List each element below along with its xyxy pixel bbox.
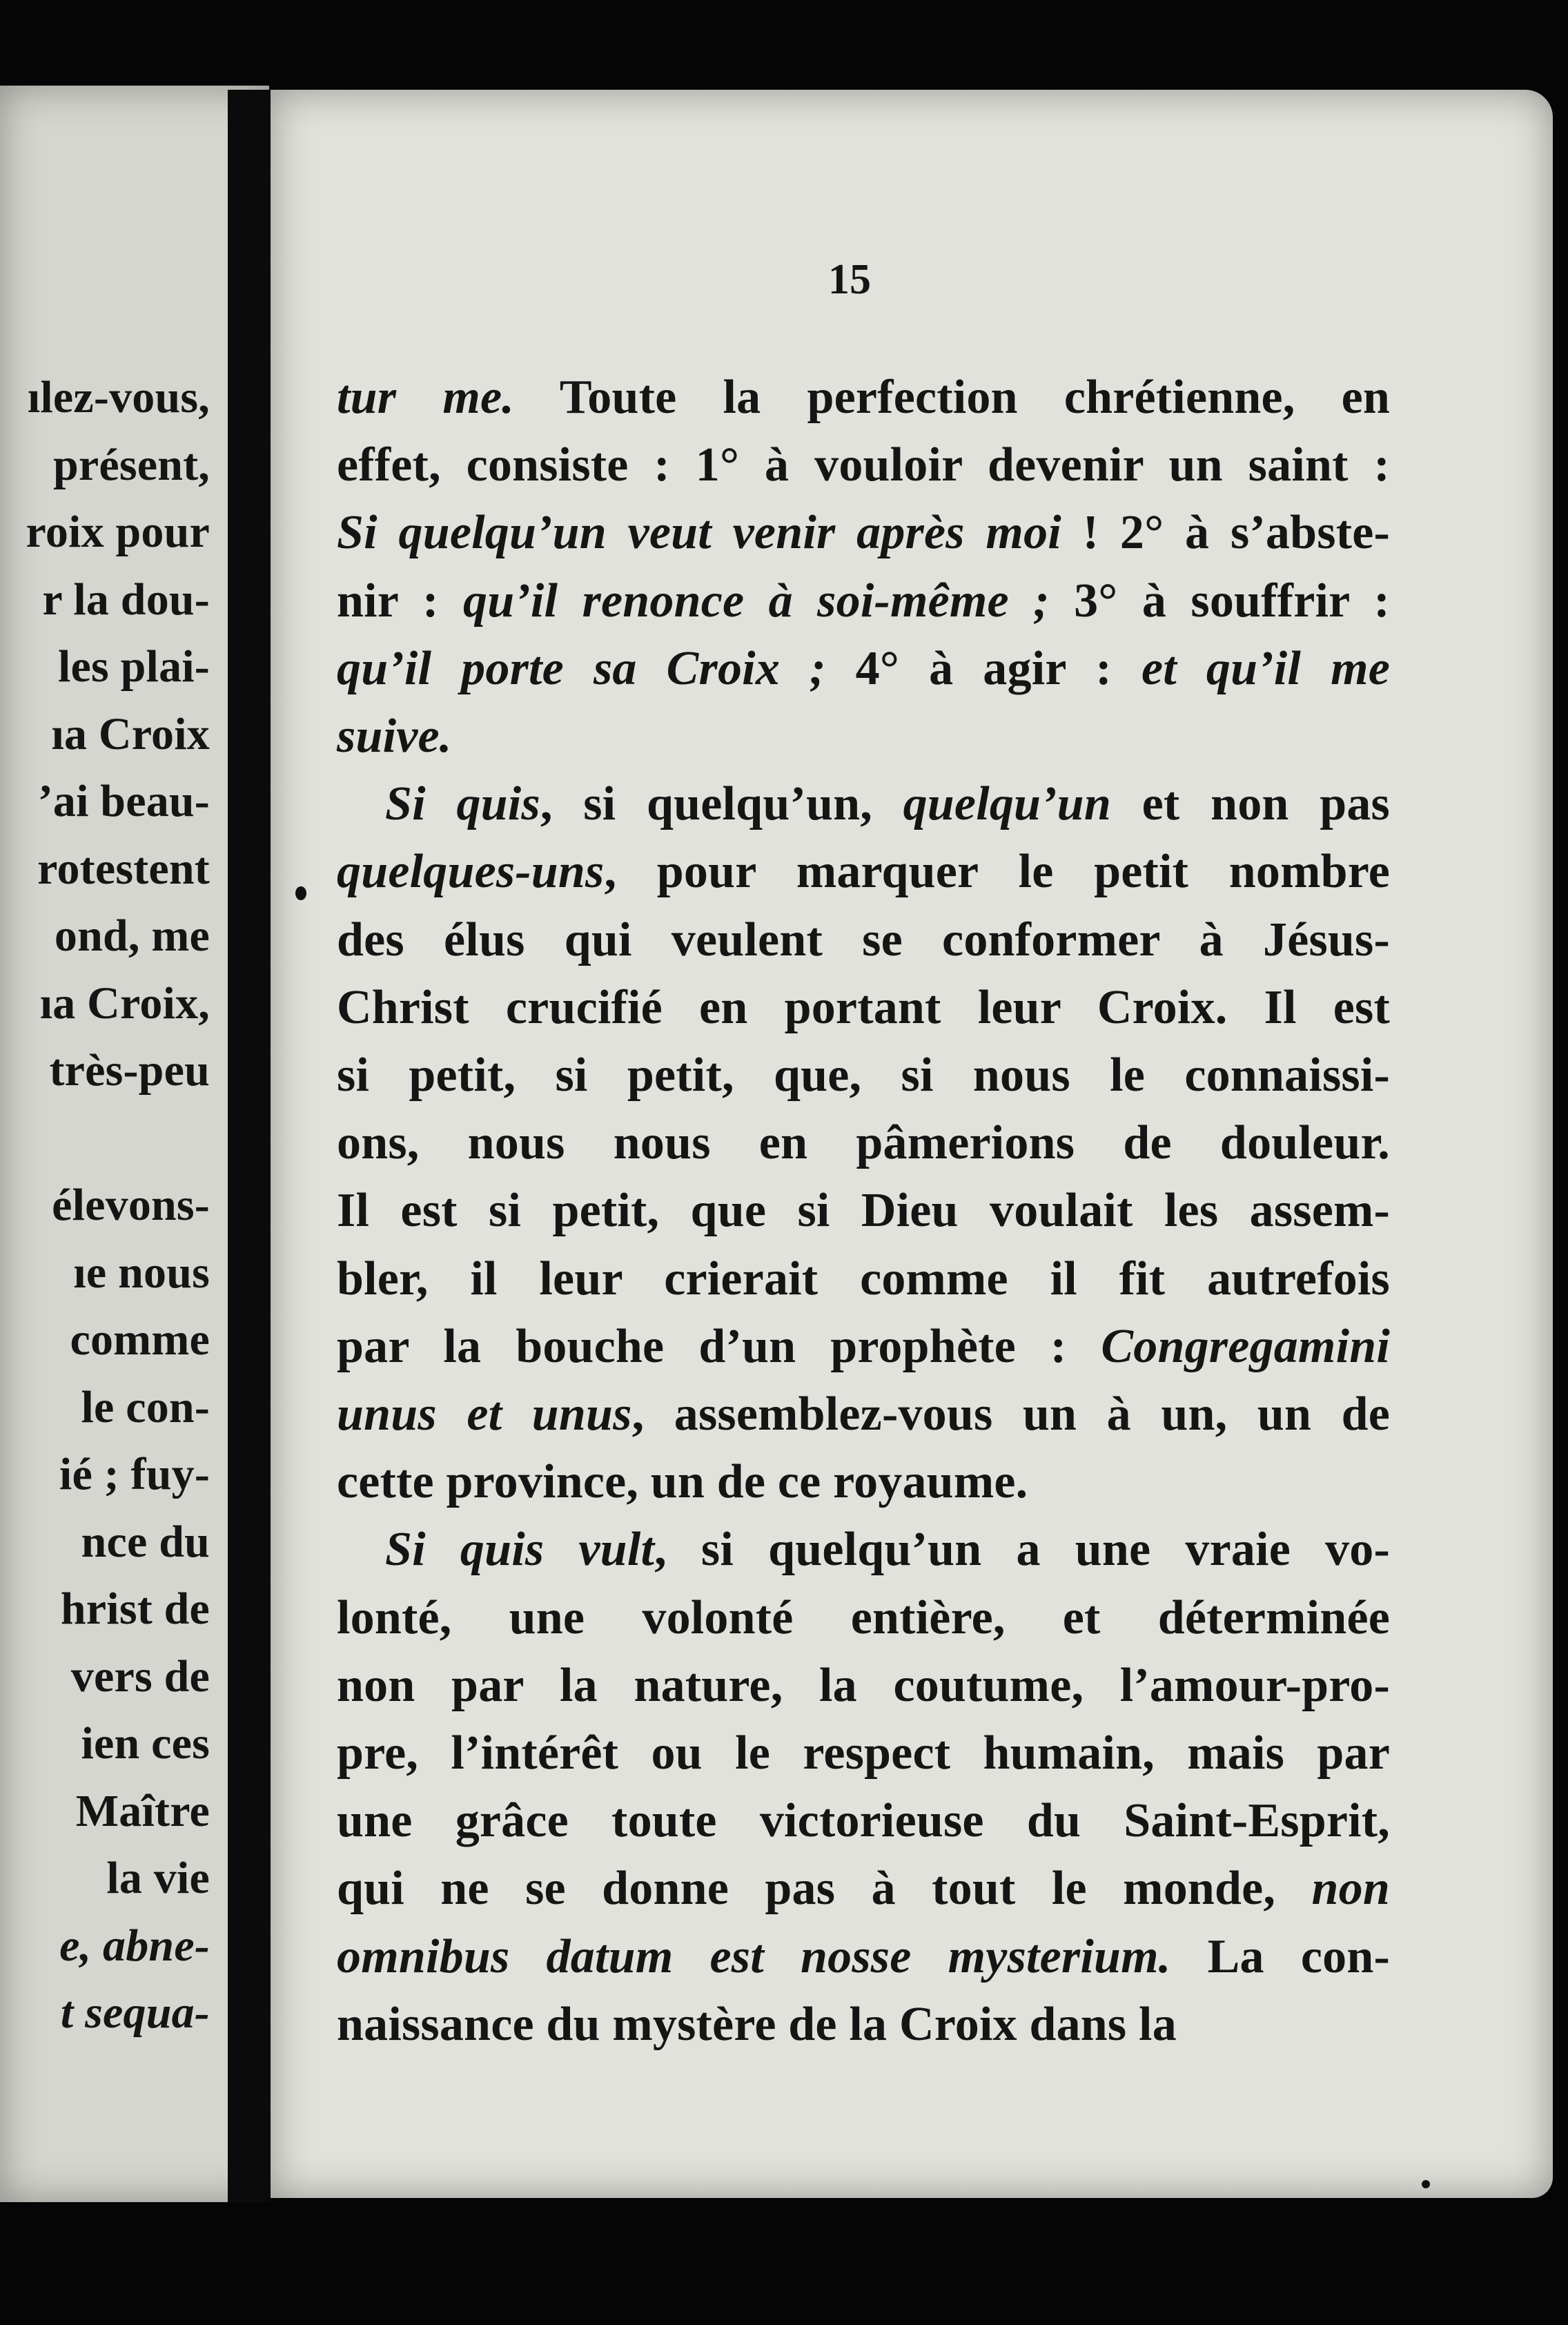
left_page-line	[106, 1845, 210, 1911]
text-run: 3° à souffrir :	[1049, 574, 1390, 628]
left_page-line	[73, 1240, 210, 1306]
text-run: qu’il porte sa Croix ;	[337, 641, 826, 695]
text-run: qui ne se donne pas à tout le monde,	[337, 1862, 1312, 1916]
text-run: 4° à agir :	[825, 641, 1141, 695]
right_page-line	[337, 975, 1390, 1041]
right_page-line	[385, 771, 1390, 837]
left_page-line	[49, 1038, 210, 1104]
text-run: , assemblez-vous un à un, un de	[631, 1388, 1390, 1441]
right_page-line	[337, 1856, 1390, 1922]
left_page-line	[55, 903, 210, 969]
text-run: très-peu	[49, 1045, 210, 1096]
left_page-line	[70, 1307, 210, 1373]
text-run: ons, nous nous en pâmerions de douleur.	[337, 1116, 1390, 1170]
right_page-line	[337, 1178, 1390, 1244]
left_page-line	[81, 1509, 210, 1575]
text-run: e, abne-	[59, 1920, 210, 1971]
text-run: comme	[70, 1314, 210, 1365]
text-run: naissance du mystère de la Croix dans la	[337, 1997, 1177, 2051]
text-run: Maître	[75, 1785, 210, 1836]
left_page-line	[37, 836, 210, 902]
right_page-line	[337, 364, 1390, 431]
text-run: et non pas	[1110, 777, 1390, 831]
text-run: effet, consiste : 1° à vouloir devenir un saint :	[337, 438, 1390, 492]
text-run: roix pour	[26, 507, 210, 557]
right_page-line	[337, 432, 1390, 498]
text-run: Toute la perfection chrétienne, en	[513, 371, 1390, 424]
right_page-line	[337, 1110, 1390, 1176]
text-run: non	[1311, 1862, 1390, 1916]
text-run: ond, me	[54, 911, 210, 961]
text-run: hrist de	[60, 1584, 210, 1634]
right_page-line	[337, 568, 1390, 634]
text-run: suive.	[337, 710, 452, 763]
left_page-line	[38, 768, 210, 835]
text-run: ié ; fuy-	[59, 1449, 210, 1499]
right_page-line	[385, 1517, 1390, 1583]
left_page-line	[26, 499, 210, 565]
text-run: élevons-	[52, 1180, 210, 1230]
right_page-line	[337, 1314, 1390, 1380]
right_page-line	[337, 1246, 1390, 1312]
text-run: quelqu’un	[903, 777, 1111, 831]
text-run: , pour marquer le petit nombre	[604, 845, 1390, 899]
text-run: , si quelqu’un,	[540, 777, 903, 831]
left_page-line	[40, 971, 210, 1037]
ink-speck	[295, 886, 306, 900]
text-run: t sequa-	[60, 1987, 210, 2038]
text-run: ıa Croix,	[39, 977, 210, 1029]
text-run: non par la nature, la coutume, l’amour-pro-	[337, 1658, 1390, 1712]
left_page-line	[71, 1644, 210, 1710]
text-run: Congregamini	[1101, 1319, 1390, 1373]
left_page-line	[61, 1980, 210, 2046]
text-run: Si quis	[385, 777, 540, 831]
text-run: , si quelqu’un a une vraie vo-	[654, 1523, 1391, 1577]
left_page-line	[28, 364, 210, 431]
left_page-line	[52, 1172, 210, 1238]
text-run: Si quelqu’un veut venir après moi	[337, 506, 1061, 560]
text-run: une grâce toute victorieuse du Saint-Esprit,	[337, 1794, 1390, 1848]
left_page-line	[81, 1374, 210, 1441]
left_page-line	[53, 432, 210, 498]
text-run: Il est si petit, que si Dieu voulait les assem-	[337, 1184, 1390, 1238]
text-run: ’ai beau-	[37, 776, 210, 826]
right_page-line	[337, 1924, 1390, 1990]
text-run: par la bouche d’un prophète :	[337, 1319, 1101, 1373]
right_page-line	[337, 839, 1390, 905]
text-run: ıa Croix	[51, 708, 210, 759]
right_page-line	[337, 703, 1390, 770]
left_page-line	[81, 1711, 210, 1777]
page-number: 15	[828, 256, 871, 303]
text-run: tur me.	[337, 371, 514, 424]
text-run: ien ces	[81, 1718, 210, 1769]
text-run: Christ crucifié en portant leur Croix. Il est	[337, 980, 1390, 1034]
text-run: cette province, un de ce royaume.	[337, 1455, 1028, 1509]
text-run: Si quis vult	[385, 1523, 655, 1577]
text-run: unus et unus	[337, 1388, 632, 1441]
text-run: ! 2° à s’abste-	[1061, 506, 1390, 560]
text-run: bler, il leur crierait comme il fit autrefois	[337, 1252, 1390, 1305]
right_page-line	[337, 1653, 1390, 1719]
left_page-line	[76, 1778, 210, 1845]
right_page-line	[337, 907, 1390, 973]
left_page-line	[51, 701, 210, 768]
right_page-line	[337, 1992, 1390, 2058]
right_page-line	[337, 1585, 1390, 1651]
text-run: qu’il renonce à soi-même ;	[463, 574, 1050, 628]
right_page-line	[337, 500, 1390, 566]
text-run: pre, l’intérêt ou le respect humain, mais par	[337, 1726, 1390, 1780]
right_page-line	[337, 1381, 1390, 1448]
text-run: et qu’il me	[1141, 641, 1391, 695]
text-run: r la dou-	[42, 574, 210, 625]
left_page-line	[59, 1441, 210, 1508]
text-run: si petit, si petit, que, si nous le connaissi-	[337, 1049, 1390, 1102]
book-gutter	[228, 90, 271, 2202]
text-run: omnibus datum est nosse mysterium.	[337, 1929, 1171, 1983]
text-run: ıe nous	[73, 1247, 210, 1298]
text-run: La con-	[1170, 1929, 1390, 1983]
ink-speck	[1422, 2180, 1430, 2188]
right_page-line	[337, 1788, 1390, 1854]
left_page-line	[58, 634, 210, 700]
left_page-line	[42, 567, 210, 633]
text-run: nce du	[81, 1516, 210, 1567]
text-run: rotestent	[37, 843, 210, 894]
right_page-line	[337, 636, 1390, 702]
text-run: le con-	[81, 1381, 210, 1432]
right_page-line	[337, 1042, 1390, 1109]
text-run: des élus qui veulent se conformer à Jésus-	[337, 913, 1390, 966]
text-run: lonté, une volonté entière, et déterminée	[337, 1590, 1390, 1644]
text-run: ılez-vous,	[27, 372, 210, 422]
right_page-line	[337, 1449, 1390, 1515]
text-run: nir :	[337, 574, 464, 628]
left_page-line	[61, 1576, 210, 1642]
right_page-line	[337, 1720, 1390, 1787]
text-run: quelques-uns	[337, 845, 605, 899]
text-run: les plai-	[58, 641, 210, 692]
text-run: présent,	[52, 439, 210, 490]
text-run: la vie	[106, 1853, 210, 1903]
text-run: vers de	[70, 1651, 210, 1702]
left_page-line	[59, 1913, 210, 1979]
